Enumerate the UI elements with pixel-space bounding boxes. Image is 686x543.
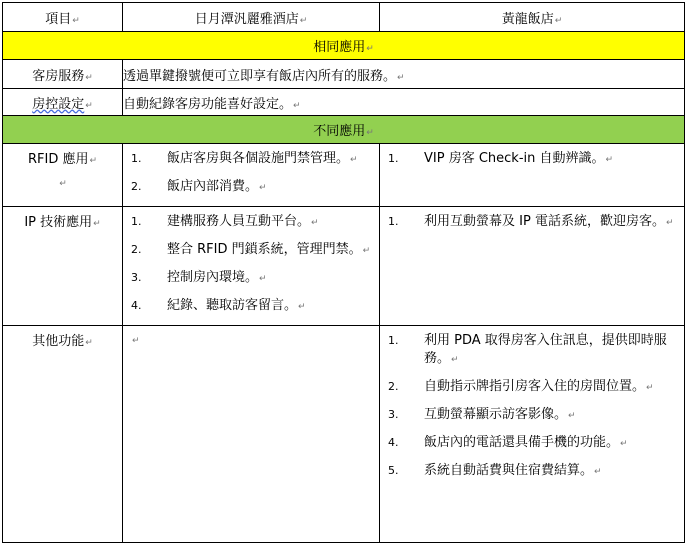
table-row — [3, 326, 685, 543]
hotel-a-cell — [123, 207, 380, 326]
list-item: 1. 飯店客房與各個設施門禁管理。↵ — [131, 151, 358, 166]
table-row — [3, 207, 685, 326]
hotel-a-cell: ↵ — [123, 326, 380, 543]
row-text: 透過單鍵撥號便可立即享有飯店內所有的服務。↵ — [123, 60, 685, 89]
diff-band-row — [3, 116, 685, 144]
row-label: 房控設定↵ — [3, 89, 123, 116]
hotel-b-cell — [380, 207, 685, 326]
list-item: 3. 互動螢幕顯示訪客影像。↵ — [388, 407, 576, 422]
table-row — [3, 89, 685, 116]
list-item: 1. 建構服務人員互動平台。↵ — [131, 214, 319, 229]
header-hotel-a: 日月潭汎麗雅酒店↵ — [123, 3, 380, 32]
row-text: 自動紀錄客房功能喜好設定。↵ — [123, 89, 685, 116]
list-item: 4. 紀錄、聽取訪客留言。↵ — [131, 298, 306, 313]
hotel-a-cell — [123, 144, 380, 207]
list-item: 1. VIP 房客 Check-in 自動辨識。↵ — [388, 151, 614, 166]
table-row — [3, 60, 685, 89]
header-item: 項目↵ — [3, 3, 123, 32]
hotel-b-cell — [380, 144, 685, 207]
comparison-table — [2, 2, 685, 543]
same-band-row — [3, 32, 685, 60]
list-item: 2. 自動指示牌指引房客入住的房間位置。↵ — [388, 379, 654, 394]
list-item: 5. 系統自動話費與住宿費結算。↵ — [388, 463, 602, 478]
list-item: 2. 飯店內部消費。↵ — [131, 179, 267, 194]
row-label: 其他功能↵ — [3, 326, 123, 543]
row-label: RFID 應用↵ ↵ — [3, 144, 123, 207]
list-item: 1. 利用互動螢幕及 IP 電話系統，歡迎房客。↵ — [388, 214, 674, 229]
diff-band: 不同應用↵ — [3, 116, 685, 144]
same-band: 相同應用↵ — [3, 32, 685, 60]
list-item: 1. 利用 PDA 取得房客入住訊息，提供即時服務。↵ — [388, 333, 667, 366]
row-label: 客房服務↵ — [3, 60, 123, 89]
row-label: IP 技術應用↵ — [3, 207, 123, 326]
table-row — [3, 144, 685, 207]
header-hotel-b: 黃龍飯店↵ — [380, 3, 685, 32]
list-item: 4. 飯店內的電話還具備手機的功能。↵ — [388, 435, 628, 450]
header-row — [3, 3, 685, 32]
list-item: 3. 控制房內環境。↵ — [131, 270, 267, 285]
hotel-b-cell — [380, 326, 685, 543]
list-item: 2. 整合 RFID 門鎖系統，管理門禁。↵ — [131, 242, 371, 257]
